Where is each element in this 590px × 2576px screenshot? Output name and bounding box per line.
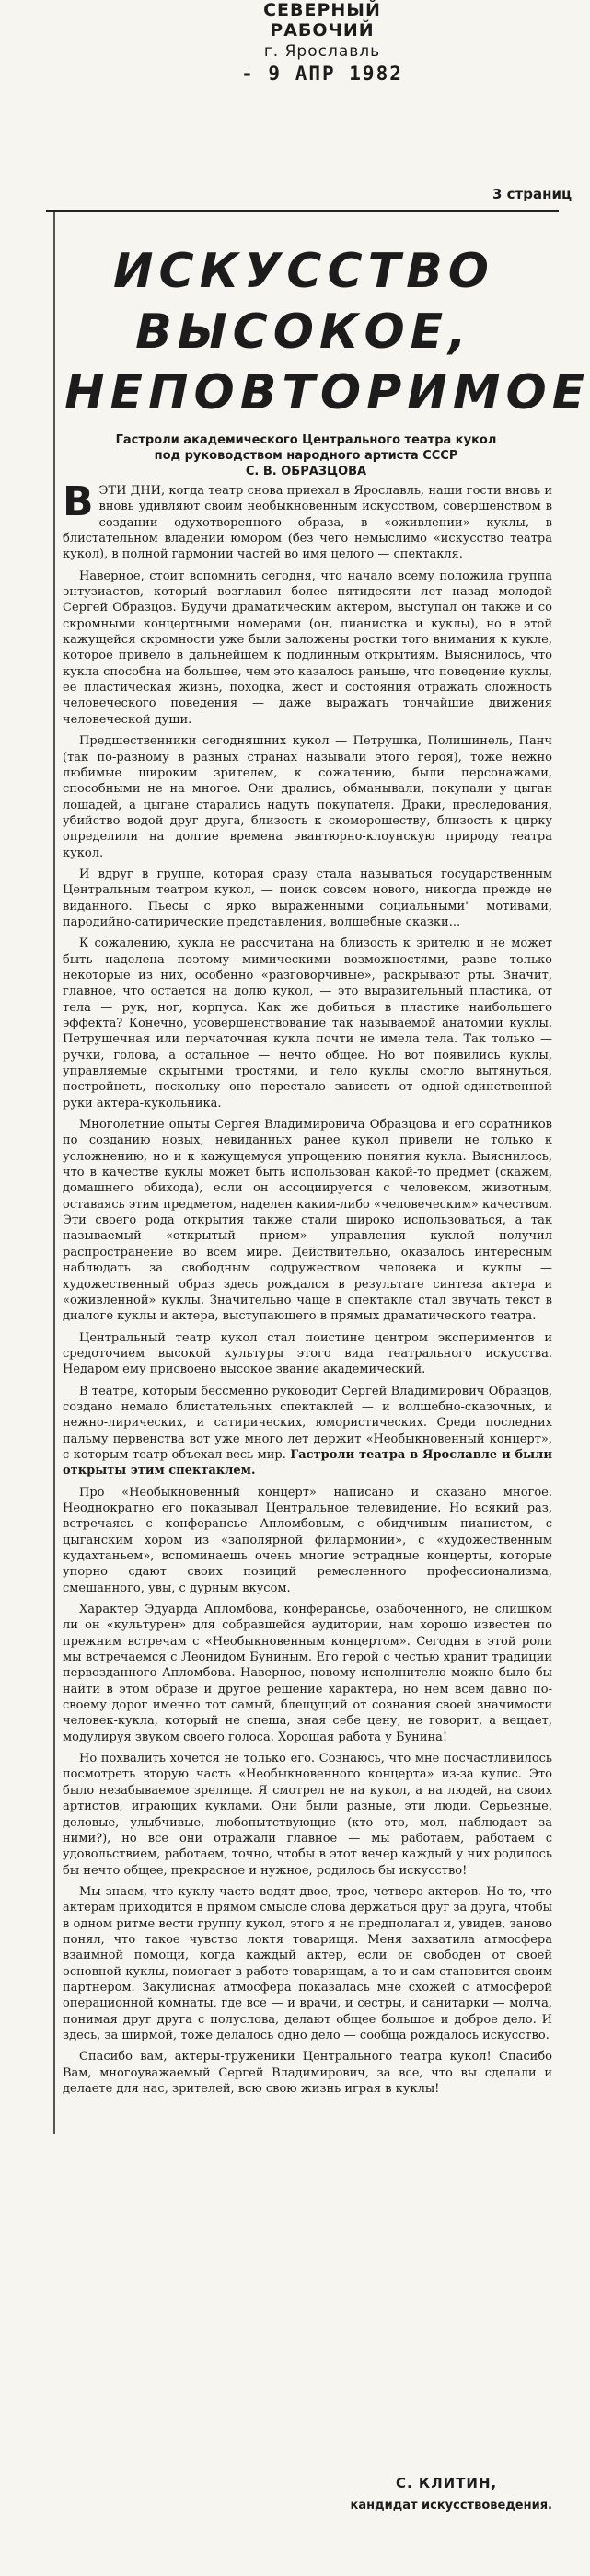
top-divider (46, 210, 559, 212)
left-divider (53, 212, 55, 2134)
headline-line-2: ВЫСОКОЕ, (135, 305, 472, 360)
paragraph-6: Многолетние опыты Сергея Владимировича Образцова и его соратников по созданию новых, невиданных ранее кукол привели не только к усложнению, но и к кажущемуся упрощению понятия кукла. Выяснилось, что в качестве куклы может быть использован какой-то предмет (скажем, домашнего обихода), если он ассоциируется с человеком, животным, оставаясь этим предметом, наделен каким-либо «человеческим» качеством. Эти своего рода открытия также стали широко использоваться, а так называемый «открытый прием» управления куклой получил распространение во всем мире. Действительно, оказалось интересным наблюдать за свободным содружеством человека и куклы — художественный образ здесь рождался в результате синтеза актера и «оживленной» куклы. Значительно чаще в спектакле стал звучать текст в диалоге куклы и актера, выступающего в прямых драматического театра. (63, 1118, 552, 1324)
subtitle (74, 432, 538, 479)
paragraph-1-text: ЭТИ ДНИ, когда театр снова приехал в Ярославль, наши гости вновь и вновь удивляют своим необыкновенным искусством, совершенством в создании одухотворенного образа, в «оживлении» куклы, в блистательном владении юмором (без чего немыслимо «искусство театра кукол), в полной гармонии частей во имя целого — спектакля. (63, 484, 552, 562)
stamp-newspaper-name: СЕВЕРНЫЙ РАБОЧИЙ (263, 0, 381, 40)
author-title: кандидат искусствоведения. (350, 2499, 552, 2513)
paragraph-5: К сожалению, кукла не рассчитана на близость к зрителю и не может быть наделена поэтому мимическими возможностями, разве только некоторые из них, особенно «разговорчивые», раскрывают рты. Значит, главное, что остается на долю кукол, — это выразительный пластика, от тела — рук, ног, корпуса. Как же добиться в пластике наибольшего эффекта? Конечно, усовершенствование так называемой анатомии куклы. Петрушечная или перчаточная кукла почти не имела тела. Так только — ручки, голова, а остальное — нечто общее. Но вот появились куклы, управляемые скрытыми тростями, и тело куклы смогло вытянуться, постройнеть, поскольку оно перестало зависеть от одной-единственной руки актера-кукольника. (63, 937, 552, 1110)
paragraph-8-bold: Гастроли театра в Ярославле и были открыты этим спектаклем. (63, 1447, 552, 1478)
dropcap: В (63, 478, 94, 525)
stamp-city: г. Ярославль (263, 42, 381, 61)
page-label: 3 страниц (492, 186, 573, 202)
author-name: С. КЛИТИН, (396, 2475, 498, 2491)
paragraph-11: Но похвалить хочется не только его. Сознаюсь, что мне посчастливилось посмотреть вторую часть «Необыкновенного концерта» из-за кулис. Это было незабываемое зрелище. Я смотрел не на кукол, а на людей, на своих артистов, играющих куклами. Они были разные, эти люди. Серьезные, деловые, улыбчивые, любопытствующие (кто это, мол, наблюдает за ними?), но все они отражали главное — мы работаем, работаем с удовольствием, работаем, точно, чтобы в этот вечер каждый у них родилось бы нечто общее, прекрасное и нужное, родилось бы искусство! (63, 1752, 552, 1878)
paragraph-8-text: В театре, которым бессменно руководит Сергей Владимирович Образцов, создано немало блистательных спектаклей — и волшебно-сказочных, и нежно-лирических, и сатирических, юмористических. Среди последних пальму первенства вот уже много лет держит «Необыкновенный концерт», с которым театр объехал весь мир. (63, 1384, 552, 1462)
paragraph-7: Центральный театр кукол стал поистине центром экспериментов и средоточием высокой культуры этого вида театрального искусства. Недаром ему присвоено высокое звание академический. (63, 1330, 552, 1377)
subtitle-line-3: С. В. ОБРАЗЦОВА (245, 465, 367, 478)
paragraph-1 (63, 478, 552, 563)
paragraph-4: И вдруг в группе, которая сразу стала называться государственным Центральным театром кукол, — поиск совсем нового, никогда прежде не виданного. Пьесы с ярко выраженными социальными" мотивами, пародийно-сатирические представления, волшебные сказки... (63, 867, 552, 929)
headline-line-3: НЕПОВТОРИМОЕ (64, 365, 590, 420)
stamp-date: - 9 АПР 1982 (241, 63, 403, 85)
paragraph-2: Наверное, стоит вспомнить сегодня, что начало всему положила группа энтузиастов, который возглавил более пятидесяти лет назад молодой Сергей Образцов. Будучи драматическим актером, выступал он также и со скромными концертными номерами (он, пианистка и куклы), но в этой кажущейся скромности уже были заложены ростки того внимания к кукле, которое привело в дальнейшем к подлинным открытиям. Выяснилось, что кукла способна на большее, чем это казалось раньше, что поведение куклы, ее пластическая жизнь, походка, жест и состояния отражать сложность человеческого поведения — даже выражать тончайшие движения человеческой души. (63, 569, 552, 727)
newspaper-stamp (216, 0, 428, 85)
article-body (63, 478, 552, 2102)
paragraph-12: Мы знаем, что куклу часто водят двое, трое, четверо актеров. Но то, что актерам приходится в прямом смысле слова держаться друг за друга, чтобы в одном ритме вести группу кукол, этого я не предполагал и, увидев, заново понял, что такое чувство локтя товарищя. Меня захватила атмосфера взаимной помощи, когда каждый актер, если он свободен от своей основной куклы, помогает в работе товарищам, а то и сам становится своим партнером. Закулисная атмосфера показалась мне схожей с атмосферой операционной комнаты, где все — и врачи, и сестры, и санитарки — молча, понимая друг друга с полуслова, делают общее большое и доброе дело. И здесь, за ширмой, тоже делалось одно дело — сообща рождалось искусство. (63, 1884, 552, 2042)
paragraph-9: Про «Необыкновенный концерт» написано и сказано многое. Неоднократно его показывал Центральное телевидение. Но всякий раз, встречаясь с конферансье Апломбовым, с обидчивым пианистом, с цыганским хором из «заполярной филармонии», с «художественным кудахтаньем», вспоминаешь очень многие эстрадные концерты, которые упорно сдают своих позиций ремесленного профессионализма, смешанного, увы, с дурным вкусом. (63, 1485, 552, 1595)
paragraph-3: Предшественники сегодняшних кукол — Петрушка, Полишинель, Панч (так по-разному в разных странах называли этого героя), тоже нежно любимые широким зрителем, к сожалению, были персонажами, способными не на многое. Они дрались, обманывали, покупали у цыган лошадей, а цыгане старались надуть покупателя. Драки, преследования, убийство водой друг друга, близость к скоморошеству, близость к цирку определили на долгие времена эвантюрно-клоунскую природу театра кукол. (63, 734, 552, 860)
subtitle-line-1: Гастроли академического Центрального театра кукол (115, 433, 497, 447)
paragraph-8 (63, 1384, 552, 1479)
subtitle-line-2: под руководством народного артиста СССР (154, 449, 458, 463)
paragraph-10: Характер Эдуарда Апломбова, конферансье, озабоченного, не слишком ли он «культурен» для собравшейся аудитории, нам хорошо известен по прежним встречам с «Необыкновенным концертом». Сегодня в этой роли мы встречаемся с Леонидом Буниным. Его герой с честью хранит традиции первозданного Апломбова. Наверное, новому исполнителю можно было бы найти в этом образе и другое решение характера, но нем всем давно по-своему дорог именно тот самый, блещущий от сознания своей значимости человек-кукла, который не спеша, зная себе цену, не говорит, а вещает, модулируя звуком своего голоса. Хорошая работа у Бунина! (63, 1603, 552, 1744)
headline-line-1: ИСКУССТВО (113, 244, 494, 299)
paragraph-13: Спасибо вам, актеры-труженики Центрального театра кукол! Спасибо Вам, многоуважаемый Сергей Владимирович, за все, что вы сделали и делаете для нас, зрителей, всю свою жизнь играя в куклы! (63, 2050, 552, 2096)
headline (64, 241, 590, 423)
